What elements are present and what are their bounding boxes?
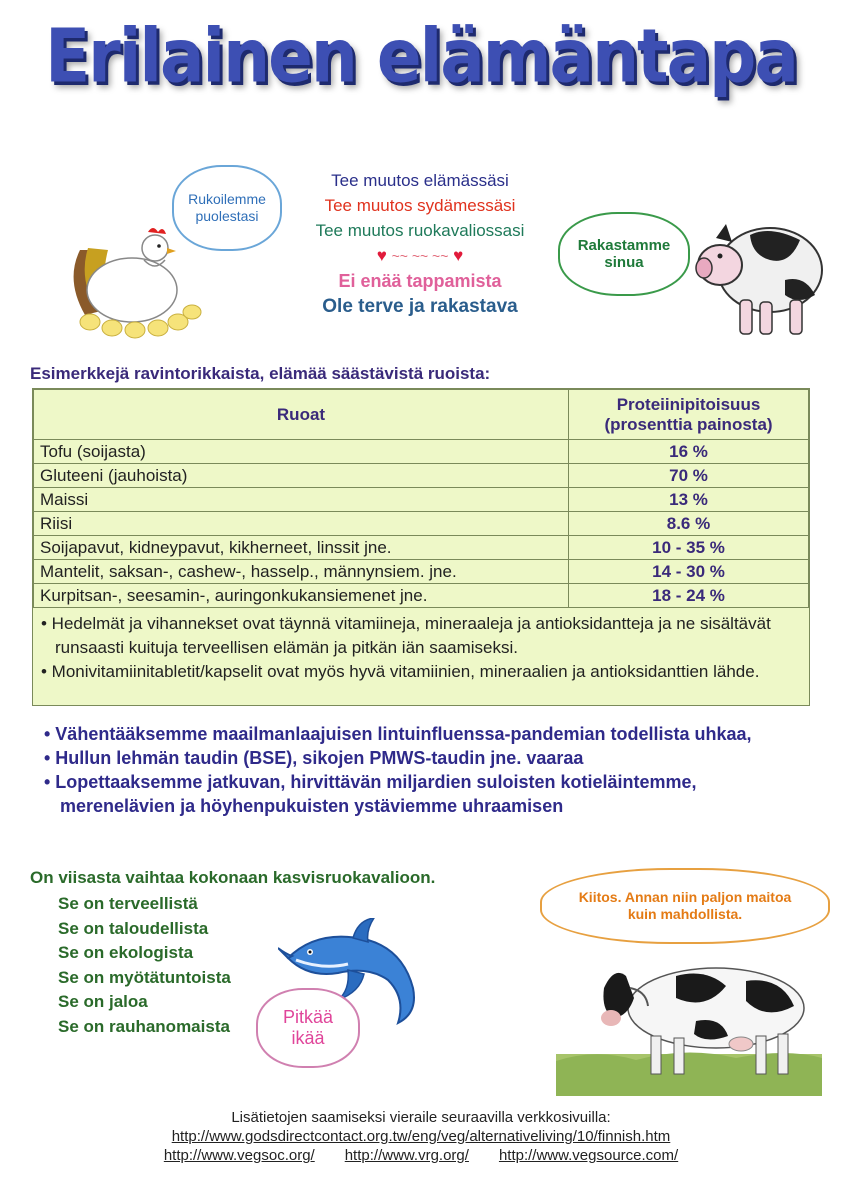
slogan-line-3: Tee muutos ruokavaliossasi <box>315 221 525 240</box>
protein-table <box>32 388 810 706</box>
table-row: Maissi 13 % <box>34 488 809 512</box>
link-vegsoc[interactable]: http://www.vegsoc.org/ <box>163 1147 315 1164</box>
table-row: Kurpitsan-, seesamin-, auringonkukansiemenet jne. 18 - 24 % <box>34 584 809 608</box>
reasons-list <box>44 722 814 818</box>
page-title: Erilainen elämäntapa <box>45 13 797 100</box>
link-vrg[interactable]: http://www.vrg.org/ <box>344 1147 469 1164</box>
footer-intro: Lisätietojen saamiseksi vieraile seuraavilla verkkosivuilla: <box>231 1109 611 1126</box>
column-header-food: Ruoat <box>34 390 569 440</box>
reason-item: • Lopettaaksemme jatkuvan, hirvittävän miljardien suloisten kotieläintemme, merenelävien ja höyhenpukuisten ystäviemme uhraamisen <box>44 772 697 816</box>
hearts-divider: ♥ ~~ ~~ ~~ ♥ <box>376 246 464 265</box>
slogan-line-2: Tee muutos sydämessäsi <box>324 196 516 215</box>
note-item: • Hedelmät ja vihannekset ovat täynnä vitamiineja, mineraaleja ja antioksidantteja ja ne sisältävät runsaasti kuituja terveellisen elämän ja pitkän iän saamiseksi. <box>41 614 771 657</box>
table-notes <box>33 608 809 684</box>
pig-speech-bubble: Rakastamme sinua <box>558 212 690 296</box>
footer <box>0 1108 842 1165</box>
table-row: Gluteeni (jauhoista) 70 % <box>34 464 809 488</box>
table-row: Soijapavut, kidneypavut, kikherneet, linssit jne. 10 - 35 % <box>34 536 809 560</box>
slogan-line-1: Tee muutos elämässäsi <box>331 171 509 190</box>
cow-speech-bubble: Kiitos. Annan niin paljon maitoa kuin mahdollista. <box>540 868 830 944</box>
table-header-row <box>34 390 809 440</box>
column-header-protein: Proteiinipitoisuus (prosenttia painosta) <box>569 390 809 440</box>
list-item: Se on myötätuntoista <box>58 967 231 987</box>
list-item: Se on rauhanomaista <box>58 1016 230 1036</box>
list-item: Se on terveellistä <box>58 894 198 913</box>
slogan-block <box>270 168 570 319</box>
table-row: Tofu (soijasta) 16 % <box>34 440 809 464</box>
list-item: Se on jaloa <box>58 992 148 1011</box>
slogan-line-6: Ole terve ja rakastava <box>322 296 518 317</box>
link-vegsource[interactable]: http://www.vegsource.com/ <box>498 1147 679 1164</box>
table-row: Mantelit, saksan-, cashew-, hasselp., männynsiem. jne. 14 - 30 % <box>34 560 809 584</box>
list-item: Se on taloudellista <box>58 918 209 938</box>
benefits-list <box>58 892 231 1039</box>
wise-heading: On viisasta vaihtaa kokonaan kasvisruokavalioon. <box>30 868 436 887</box>
heart-icon: ♥ <box>453 246 464 265</box>
heart-icon: ♥ <box>376 246 387 265</box>
list-item: Se on ekologista <box>58 943 194 962</box>
note-item: • Monivitamiinitabletit/kapselit ovat myös hyvä vitamiinien, mineraalien ja antioksidanttien lähde. <box>41 662 760 681</box>
cow-illustration <box>556 936 822 1096</box>
reason-item: • Vähentääksemme maailmanlaajuisen lintuinfluenssa-pandemian todellista uhkaa, <box>44 724 752 744</box>
table-row: Riisi 8.6 % <box>34 512 809 536</box>
link-godsdirectcontact[interactable]: http://www.godsdirectcontact.org.tw/eng/veg/alternativeliving/10/finnish.htm <box>171 1128 671 1145</box>
pig-illustration <box>690 210 830 345</box>
section-title: Esimerkkejä ravintorikkaista, elämää säästävistä ruoista: <box>30 364 491 383</box>
reason-item: • Hullun lehmän taudin (BSE), sikojen PMWS-taudin jne. vaaraa <box>44 748 584 768</box>
slogan-line-5: Ei enää tappamista <box>338 271 502 291</box>
dolphin-speech-bubble: Pitkää ikää <box>256 988 360 1068</box>
hen-speech-bubble: Rukoilemme puolestasi <box>172 165 282 251</box>
